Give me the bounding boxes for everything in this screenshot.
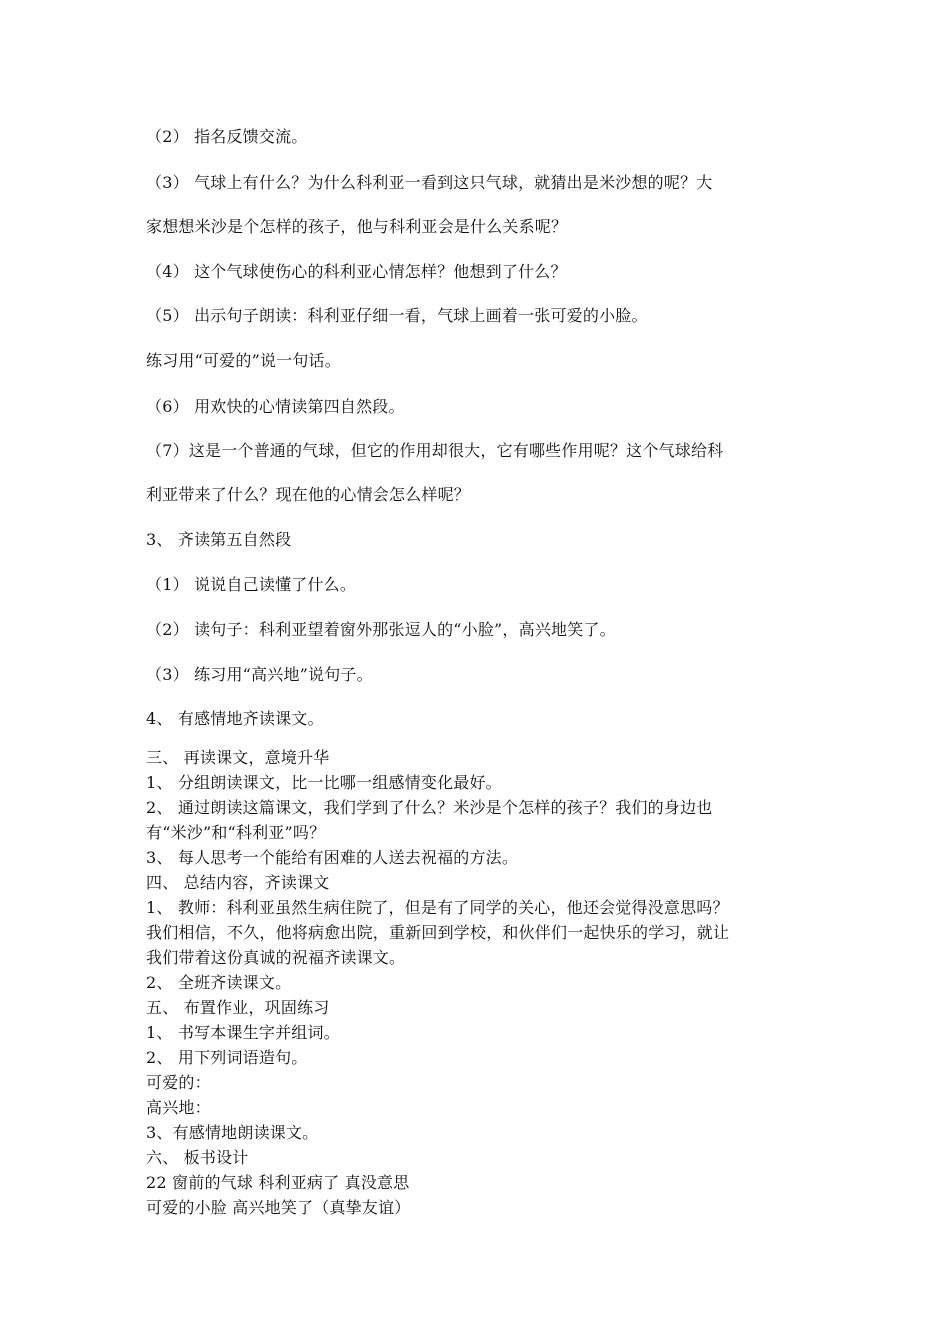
text-line: （5） 出示句子朗读：科利亚仔细一看，气球上画着一张可爱的小脸。 — [146, 306, 648, 325]
text-line: （3） 练习用“高兴地”说句子。 — [146, 665, 373, 684]
text-line: （6） 用欢快的心情读第四自然段。 — [146, 397, 405, 416]
text-line: （7）这是一个普通的气球，但它的作用却很大，它有哪些作用呢？这个气球给科 — [146, 441, 724, 460]
text-line: 三、 再读课文，意境升华 — [146, 748, 330, 767]
text-line: 五、 布置作业，巩固练习 — [146, 998, 330, 1017]
text-line: （3） 气球上有什么？为什么科利亚一看到这只气球，就猜出是米沙想的呢？大 — [146, 173, 713, 192]
text-line: 3、有感情地朗读课文。 — [146, 1123, 319, 1142]
text-line: 3、 每人思考一个能给有困难的人送去祝福的方法。 — [146, 848, 519, 867]
text-line: 可爱的： — [146, 1073, 211, 1092]
text-line: 2、 全班齐读课文。 — [146, 973, 292, 992]
text-line: 1、 分组朗读课文，比一比哪一组感情变化最好。 — [146, 773, 502, 792]
text-line: 高兴地： — [146, 1098, 211, 1117]
text-line: （1） 说说自己读懂了什么。 — [146, 575, 357, 594]
text-line: 练习用“可爱的”说一句话。 — [146, 351, 341, 370]
text-line: 2、 用下列词语造句。 — [146, 1048, 308, 1067]
text-line: （2） 指名反馈交流。 — [146, 127, 308, 146]
text-line: 4、 有感情地齐读课文。 — [146, 709, 324, 728]
text-line: 四、 总结内容，齐读课文 — [146, 873, 330, 892]
text-line: （2） 读句子：科利亚望着窗外那张逗人的“小脸”，高兴地笑了。 — [146, 620, 616, 639]
text-line: （4） 这个气球使伤心的科利亚心情怎样？他想到了什么？ — [146, 262, 567, 281]
text-line: 1、 书写本课生字并组词。 — [146, 1023, 340, 1042]
text-line: 有“米沙”和“科利亚”吗？ — [146, 823, 326, 842]
text-line: 可爱的小脸 高兴地笑了（真挚友谊） — [146, 1198, 411, 1217]
text-line: 六、 板书设计 — [146, 1148, 249, 1167]
text-line: 3、 齐读第五自然段 — [146, 530, 292, 549]
text-line: 1、 教师：科利亚虽然生病住院了，但是有了同学的关心，他还会觉得没意思吗？ — [146, 898, 729, 917]
text-line: 22 窗前的气球 科利亚病了 真没意思 — [146, 1173, 410, 1192]
text-line: 我们相信，不久，他将病愈出院，重新回到学校，和伙伴们一起快乐的学习，就让 — [146, 923, 730, 942]
text-line: 利亚带来了什么？现在他的心情会怎么样呢？ — [146, 485, 471, 504]
text-line: 2、 通过朗读这篇课文，我们学到了什么？米沙是个怎样的孩子？我们的身边也 — [146, 798, 713, 817]
text-line: 家想想米沙是个怎样的孩子，他与科利亚会是什么关系呢？ — [146, 217, 568, 236]
text-line: 我们带着这份真诚的祝福齐读课文。 — [146, 948, 406, 967]
